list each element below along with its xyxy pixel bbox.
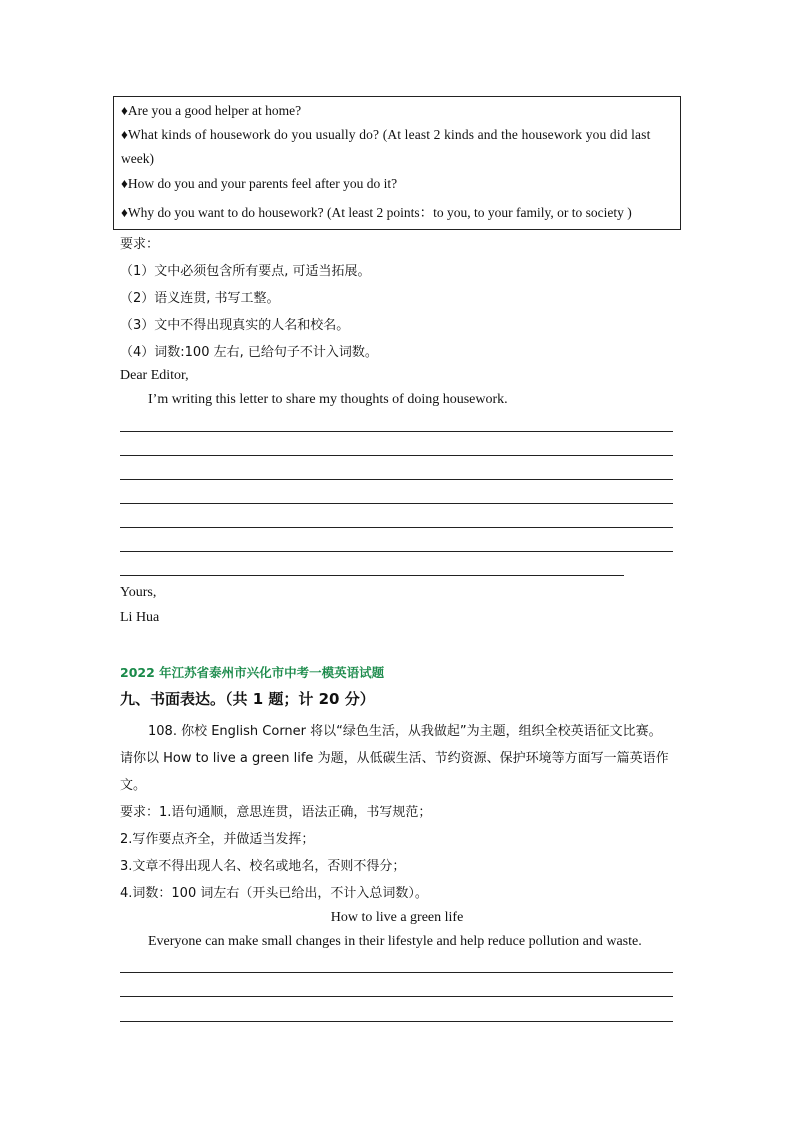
requirement-item: （3）文中不得出现真实的人名和校名。 (120, 318, 350, 333)
letter-opening: I’m writing this letter to share my thoughts of doing housework. (148, 392, 508, 407)
prompt-box (113, 96, 681, 230)
answer-line[interactable] (120, 455, 673, 456)
answer-line[interactable] (120, 431, 673, 432)
answer-line[interactable] (120, 575, 624, 576)
answer-line[interactable] (120, 503, 673, 504)
answer-line[interactable] (120, 996, 673, 997)
requirement-item: （2）语义连贯, 书写工整。 (120, 291, 280, 306)
prompt-line: ♦Are you a good helper at home? (121, 103, 302, 118)
answer-line[interactable] (120, 479, 673, 480)
question-line: 108. 你校 English Corner 将以“绿色生活，从我做起”为主题，组织全校英语征文比赛。 (148, 724, 662, 739)
letter-signature: Li Hua (120, 610, 160, 625)
requirement-item: （4）词数:100 左右, 已给句子不计入词数。 (120, 345, 378, 360)
source-title: 2022 年江苏省泰州市兴化市中考一模英语试题 (120, 665, 385, 680)
question-line: 请你以 How to live a green life 为题，从低碳生活、节约资源、保护环境等方面写一篇英语作 (120, 751, 669, 766)
answer-line[interactable] (120, 972, 673, 973)
prompt-line: ♦What kinds of housework do you usually do? (At least 2 kinds and the housework you did last (121, 127, 651, 142)
question-line: 文。 (120, 778, 147, 793)
answer-line[interactable] (120, 527, 673, 528)
prompt-line: week) (121, 151, 154, 166)
letter-closing: Yours, (120, 585, 157, 600)
requirement-item: 2.写作要点齐全，并做适当发挥； (120, 832, 315, 847)
prompt-line: ♦How do you and your parents feel after you do it? (121, 176, 398, 191)
essay-title: How to live a green life (330, 910, 464, 925)
requirements-label: 要求： (120, 237, 160, 252)
letter-greeting: Dear Editor, (120, 368, 189, 383)
essay-opening: Everyone can make small changes in their lifestyle and help reduce pollution and waste. (148, 934, 642, 949)
section-heading: 九、书面表达。（共 1 题；计 20 分） (120, 690, 375, 708)
requirement-item: 4.词数：100 词左右（开头已给出，不计入总词数）。 (120, 886, 428, 901)
requirement-item: 要求：1.语句通顺，意思连贯，语法正确，书写规范； (120, 805, 432, 820)
answer-line[interactable] (120, 1021, 673, 1022)
answer-line[interactable] (120, 551, 673, 552)
requirement-item: 3.文章不得出现人名、校名或地名，否则不得分； (120, 859, 406, 874)
prompt-line: ♦Why do you want to do housework? (At least 2 points：to you, to your family, or to society ) (121, 205, 632, 220)
requirement-item: （1）文中必须包含所有要点, 可适当拓展。 (120, 264, 371, 279)
